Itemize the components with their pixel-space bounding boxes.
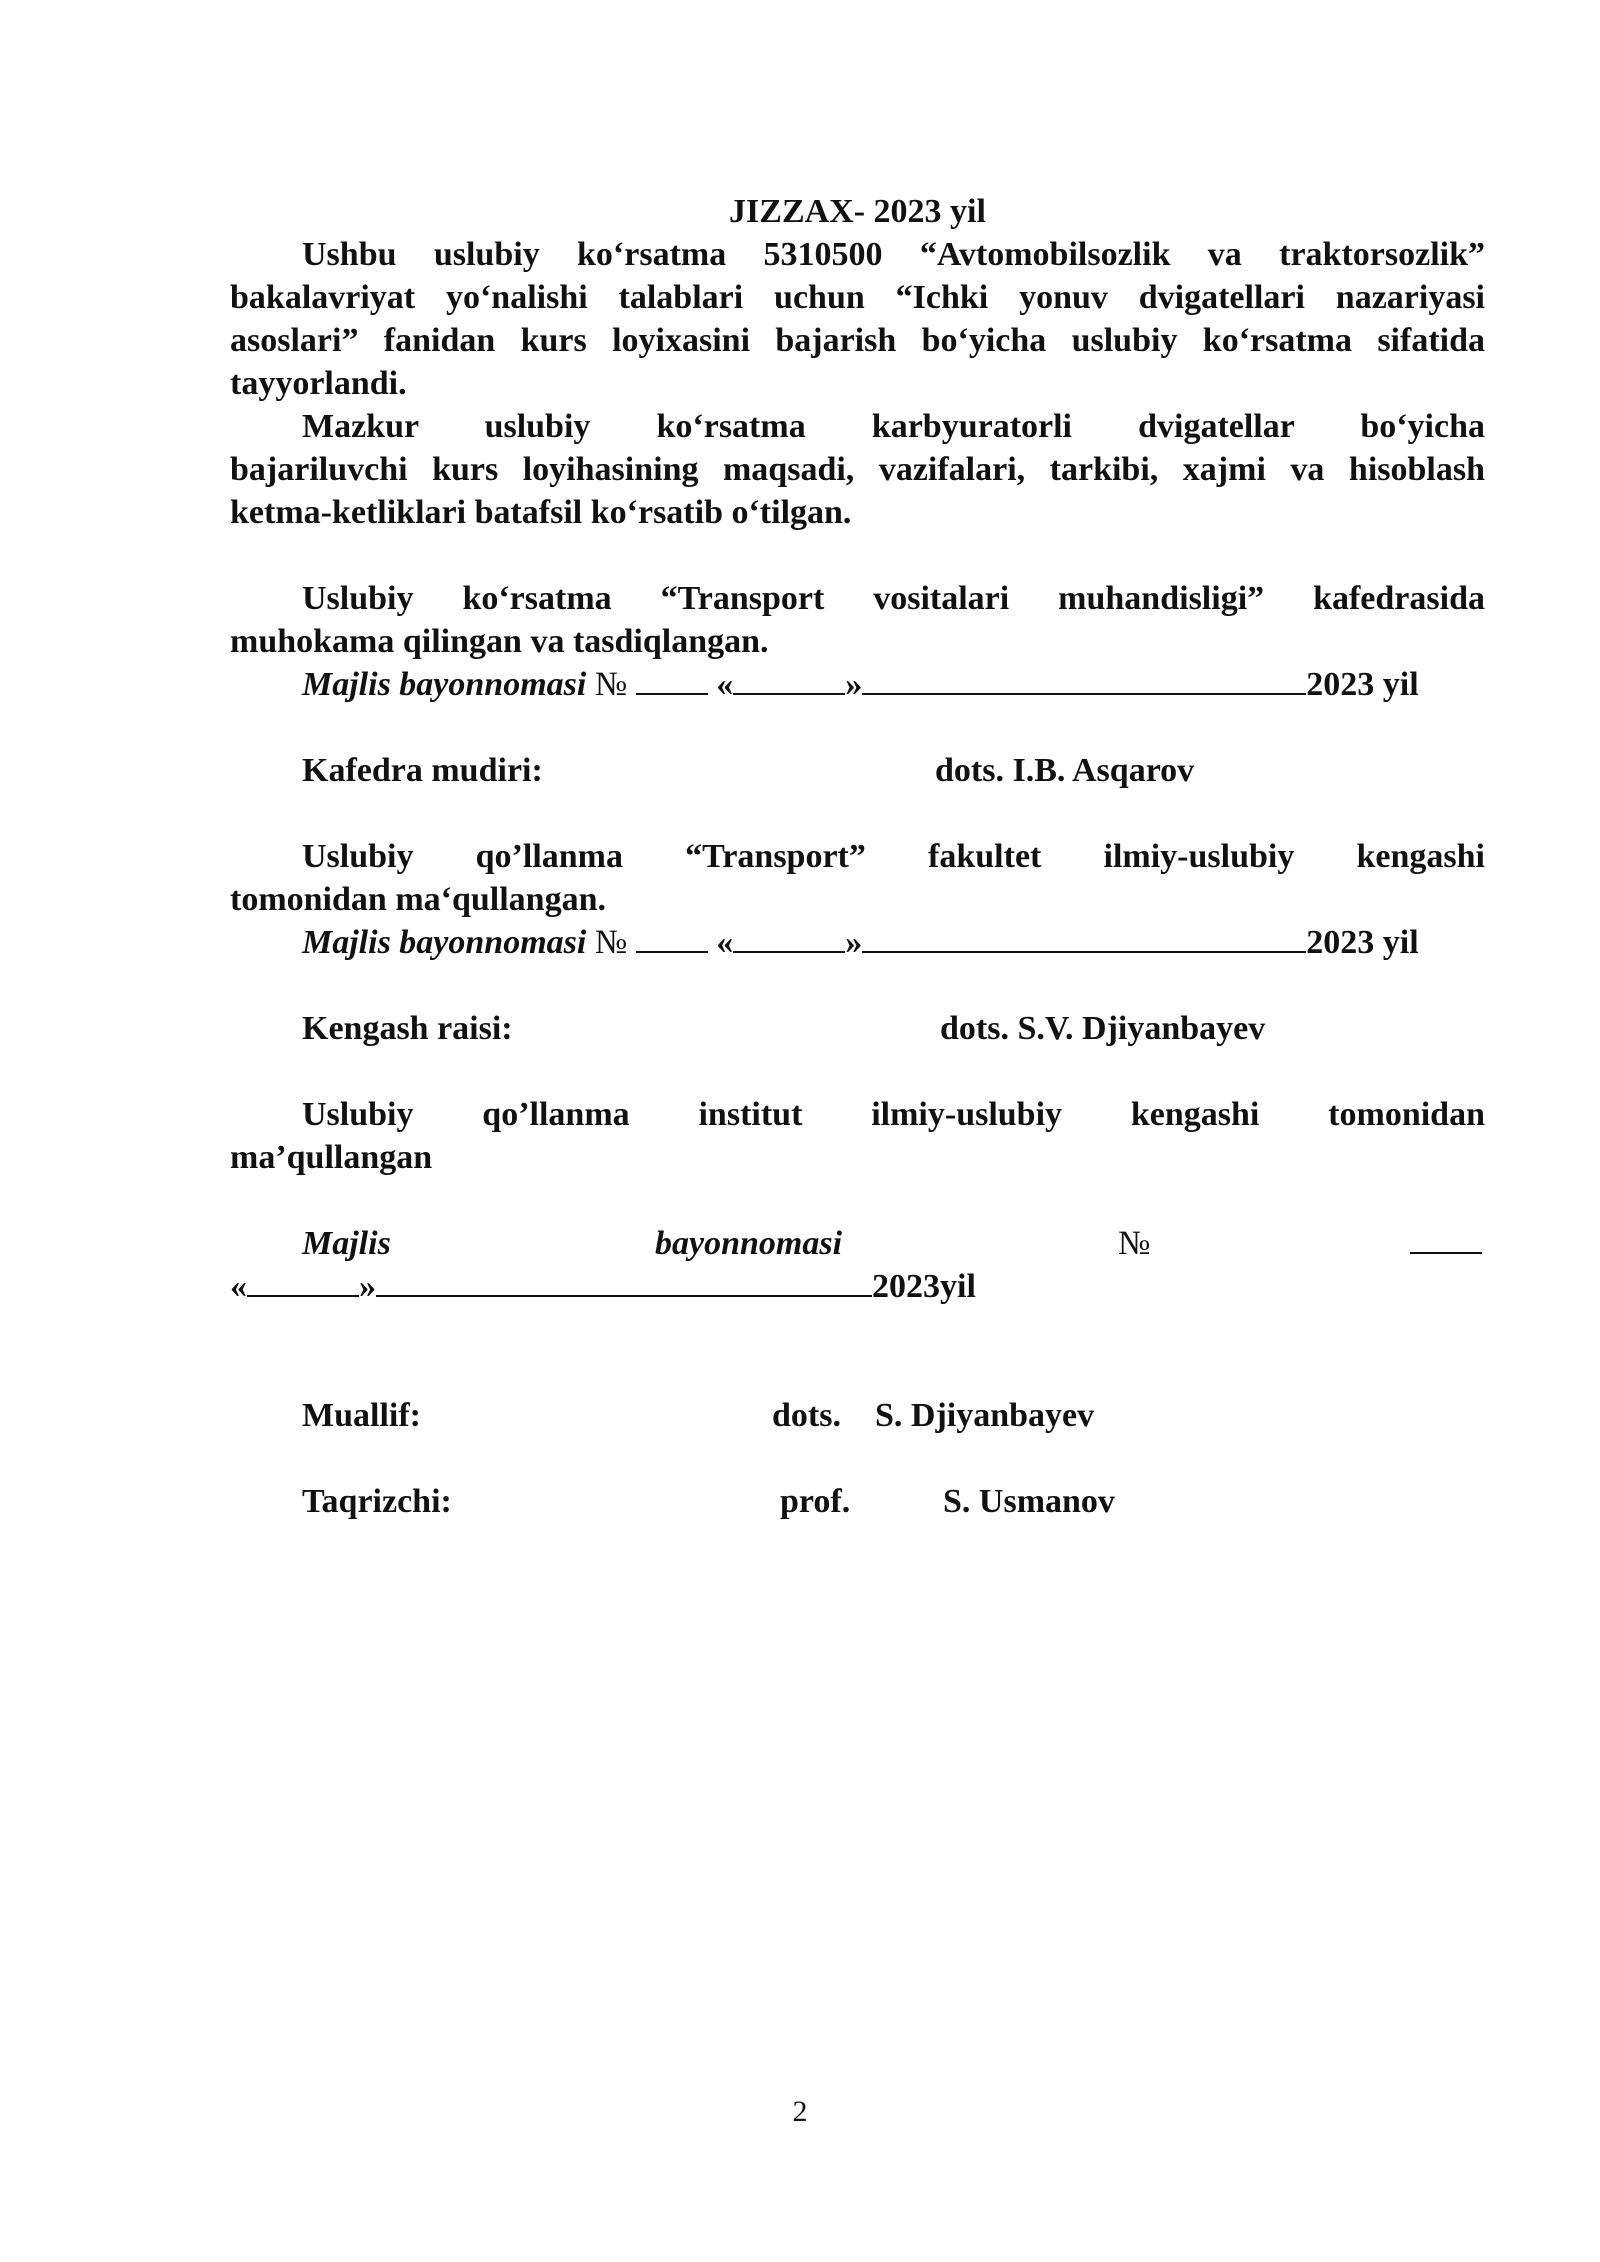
- faculty-approval-line-1: Uslubiy qo’llanma “Transport” fakultet ilmiy-uslubiy kengashi: [302, 838, 1485, 875]
- dept-head-role: Kafedra mudiri:: [302, 752, 543, 789]
- day-blank: [733, 921, 845, 953]
- open-quote: «: [716, 924, 734, 961]
- close-quote: »: [359, 1268, 376, 1305]
- protocol-number-blank: [636, 921, 708, 953]
- author-name: S. Djiyanbayev: [875, 1397, 1095, 1434]
- dept-head-name: dots. I.B. Asqarov: [935, 752, 1195, 789]
- intro-line-1: Ushbu uslubiy ko‘rsatma 5310500 “Avtomobilsozlik va traktorsozlik”: [302, 236, 1485, 273]
- close-quote: »: [845, 666, 863, 703]
- protocol-year: 2023 yil: [1306, 666, 1419, 703]
- number-sign: №: [1118, 1225, 1151, 1262]
- institute-protocol-word-1: Majlis: [302, 1225, 391, 1262]
- institute-approval-line-2: ma’qullangan: [230, 1139, 433, 1176]
- day-blank: [733, 663, 845, 695]
- author-role: Muallif:: [302, 1397, 421, 1434]
- protocol-year: 2023 yil: [1306, 924, 1419, 961]
- page-title: JIZZAX- 2023 yil: [729, 193, 986, 230]
- intro-line-3: asoslari” fanidan kurs loyixasini bajarish bo‘yicha uslubiy ko‘rsatma sifatida: [230, 322, 1485, 359]
- number-sign: №: [594, 666, 628, 703]
- reviewer-title: prof.: [780, 1483, 851, 1520]
- dept-protocol-line: [230, 663, 1485, 706]
- month-blank: [376, 1265, 872, 1297]
- reviewer-role: Taqrizchi:: [302, 1483, 452, 1520]
- protocol-label: Majlis bayonnomasi: [302, 666, 587, 703]
- page-number: 2: [792, 2095, 808, 2128]
- summary-line-2: bajariluvchi kurs loyihasining maqsadi, vazifalari, tarkibi, xajmi va hisoblash: [230, 451, 1485, 488]
- faculty-approval-line-2: tomonidan ma‘qullangan.: [230, 881, 606, 918]
- summary-line-1: Mazkur uslubiy ko‘rsatma karbyuratorli dvigatellar bo‘yicha: [302, 408, 1485, 445]
- protocol-number-blank: [1410, 1222, 1482, 1265]
- council-chair-name: dots. S.V. Djiyanbayev: [940, 1010, 1266, 1047]
- author-title: dots.: [772, 1397, 841, 1434]
- open-quote: «: [716, 666, 734, 703]
- month-blank: [862, 663, 1306, 695]
- institute-approval-line-1: Uslubiy qo’llanma institut ilmiy-uslubiy kengashi tomonidan: [302, 1096, 1485, 1133]
- number-sign: №: [594, 924, 628, 961]
- reviewer-name: S. Usmanov: [943, 1483, 1115, 1520]
- protocol-number-blank: [636, 663, 708, 695]
- day-blank: [247, 1265, 359, 1297]
- month-blank: [862, 921, 1306, 953]
- protocol-label: Majlis bayonnomasi: [302, 924, 587, 961]
- close-quote: »: [845, 924, 863, 961]
- open-quote: «: [230, 1268, 247, 1305]
- council-chair-role: Kengash raisi:: [302, 1010, 513, 1047]
- institute-protocol-word-2: bayonnomasi: [655, 1225, 843, 1262]
- summary-line-3: ketma-ketliklari batafsil ko‘rsatib o‘tilgan.: [230, 494, 852, 531]
- intro-line-4: tayyorlandi.: [230, 365, 407, 402]
- institute-date-line: [230, 1265, 976, 1308]
- faculty-protocol-line: [230, 921, 1485, 964]
- dept-approval-line-1: Uslubiy ko‘rsatma “Transport vositalari muhandisligi” kafedrasida: [302, 580, 1485, 617]
- protocol-year: 2023yil: [872, 1268, 976, 1305]
- intro-line-2: bakalavriyat yo‘nalishi talablari uchun “Ichki yonuv dvigatellari nazariyasi: [230, 279, 1485, 316]
- dept-approval-line-2: muhokama qilingan va tasdiqlangan.: [230, 623, 769, 660]
